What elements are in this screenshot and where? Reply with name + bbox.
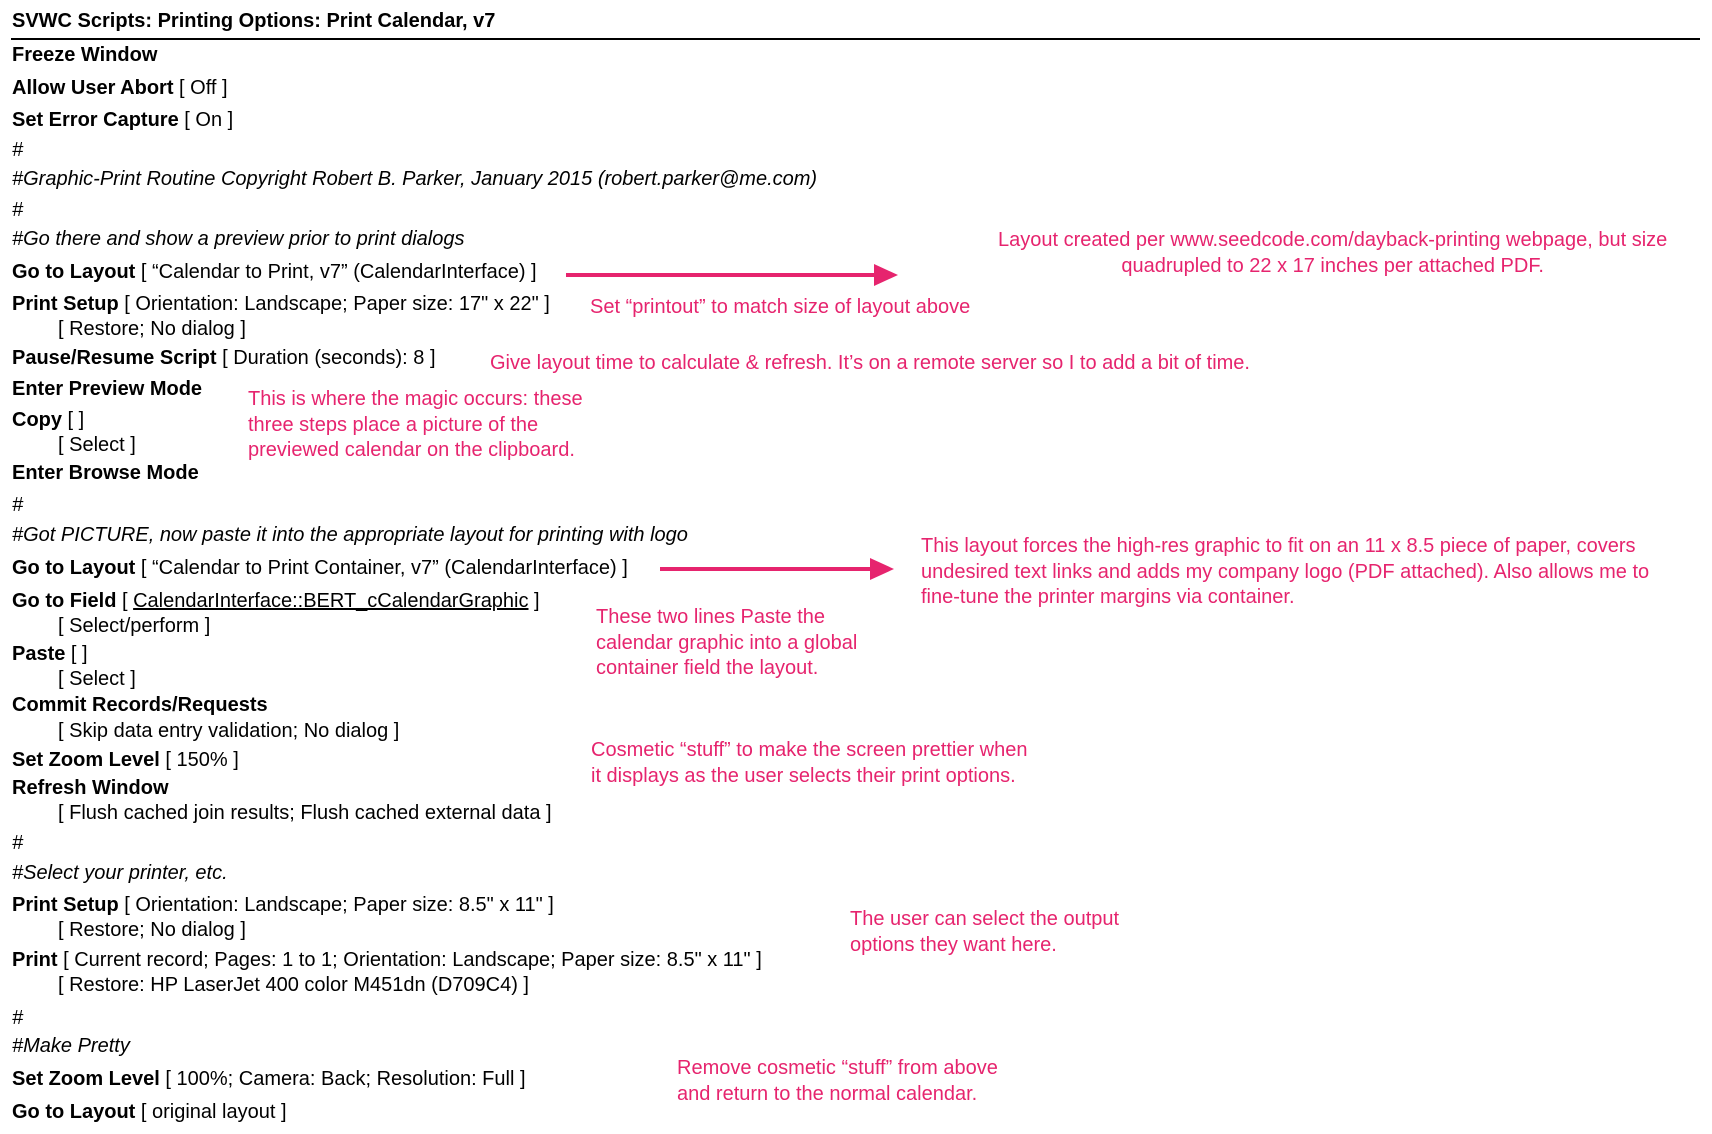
annotation-line: options they want here. [850,933,1057,956]
step-name: Allow User Abort [12,77,174,99]
script-comment: # [12,199,24,221]
script-step [12,291,550,317]
step-options: [ Restore; No dialog ] [58,919,246,941]
step-parameters: [ 100%; Camera: Back; Resolution: Full ] [159,1068,526,1090]
page-title: SVWC Scripts: Printing Options: Print Calendar, v7 [12,10,496,32]
annotation-paste [596,605,857,682]
annotation-line: Give layout time to calculate & refresh. It’s on a remote server so I to add a bit of time. [490,352,1250,374]
arrow-right-icon [660,558,894,580]
annotation-line: undesired text links and adds my company logo (PDF attached). Also allows me to [921,560,1650,583]
script-step [12,42,157,68]
script-step [12,892,554,918]
step-options: [ Select ] [58,434,136,456]
script-step [12,641,88,667]
annotation-line: Layout created per www.seedcode.com/dayback-printing webpage, but size [998,229,1668,251]
step-name: Go to Layout [12,261,136,283]
script-step [12,555,628,581]
field-reference: CalendarInterface::BERT_cCalendarGraphic [133,590,529,612]
step-parameters: [ 150% ] [159,749,239,771]
step-options: [ Select/perform ] [58,615,211,637]
script-step [12,75,228,101]
annotation-pause [490,351,1250,377]
script-comment: #Got PICTURE, now paste it into the appropriate layout for printing with logo [12,524,688,546]
script-step [12,775,169,801]
step-name: Copy [12,409,62,431]
step-name: Enter Preview Mode [12,378,203,400]
script-comment: # [12,832,24,854]
step-parameters: [ [116,590,134,612]
annotation-magic [248,387,583,464]
annotation-line: calendar graphic into a global [596,631,858,654]
title-divider [11,38,1700,40]
script-step [12,407,84,433]
script-step [12,1066,526,1092]
script-comment: #Graphic-Print Routine Copyright Robert B. Parker, January 2015 (robert.parker@me.com) [12,168,818,190]
step-name: Enter Browse Mode [12,462,199,484]
script-step [12,460,199,486]
step-parameters: [ Current record; Pages: 1 to 1; Orientation: Landscape; Paper size: 8.5" x 11" ] [57,949,762,971]
annotation-line: previewed calendar on the clipboard. [248,439,575,461]
script-step [12,692,268,718]
annotation-line: it displays as the user selects their print options. [591,764,1016,787]
step-name: Set Zoom Level [12,749,160,771]
script-step [12,747,239,773]
annotation-line: quadrupled to 22 x 17 inches per attached PDF. [1121,254,1544,277]
annotation-remove-cosmetic [677,1056,998,1107]
step-parameters: [ ] [62,409,85,431]
annotation-line: Cosmetic “stuff” to make the screen prettier when [591,739,1028,761]
step-name: Set Error Capture [12,109,179,131]
step-parameters: [ On ] [178,109,234,131]
step-parameters: [ Duration (seconds): 8 ] [216,347,436,369]
step-parameters: [ Off ] [173,77,228,99]
step-options: [ Select ] [58,668,136,690]
annotation-output-options [850,907,1119,958]
step-name: Go to Layout [12,1101,136,1123]
step-name: Set Zoom Level [12,1068,160,1090]
script-comment: # [12,139,24,161]
annotation-line: fine-tune the printer margins via container. [921,586,1295,608]
step-parameters: [ Orientation: Landscape; Paper size: 8.5" x 11" ] [118,894,554,916]
script-step [12,345,436,371]
step-options: [ Skip data entry validation; No dialog ] [58,720,400,742]
step-name: Commit Records/Requests [12,694,268,716]
step-name: Refresh Window [12,777,169,799]
script-comment: #Select your printer, etc. [12,862,228,884]
script-comment: #Go there and show a preview prior to print dialogs [12,228,465,250]
step-name: Go to Field [12,590,117,612]
script-comment: #Make Pretty [12,1035,130,1057]
step-name: Go to Layout [12,557,136,579]
annotation-line: and return to the normal calendar. [677,1082,978,1105]
annotation-line: This is where the magic occurs: these [248,388,583,410]
step-options: [ Restore; No dialog ] [58,318,246,340]
annotation-container-layout [921,534,1649,611]
step-name: Print [12,949,58,971]
script-step [12,376,202,402]
step-parameters: [ original layout ] [135,1101,287,1123]
step-parameters: [ “Calendar to Print, v7” (CalendarInterface) ] [135,261,537,283]
step-parameters: [ Orientation: Landscape; Paper size: 17" x 22" ] [118,293,550,315]
step-parameters: [ “Calendar to Print Container, v7” (CalendarInterface) ] [135,557,628,579]
script-comment: # [12,494,24,516]
step-parameters: ] [528,590,540,612]
annotation-line: The user can select the output [850,908,1120,930]
annotation-printout-size [590,295,970,321]
script-step [12,1099,287,1125]
step-name: Print Setup [12,894,119,916]
step-name: Pause/Resume Script [12,347,217,369]
script-comment: # [12,1007,24,1029]
step-options: [ Flush cached join results; Flush cached external data ] [58,802,552,824]
arrow-right-icon [566,264,898,286]
annotation-line: These two lines Paste the [596,606,826,628]
annotation-cosmetic [591,738,1027,789]
annotation-line: three steps place a picture of the [248,413,539,436]
script-step [12,947,762,973]
step-name: Print Setup [12,293,119,315]
annotation-line: This layout forces the high-res graphic to fit on an 11 x 8.5 piece of paper, covers [921,535,1636,557]
script-step [12,107,233,133]
annotation-layout-created [998,228,1667,279]
step-parameters: [ ] [65,643,88,665]
script-step [12,588,540,614]
annotation-line: Set “printout” to match size of layout above [590,296,971,318]
step-name: Paste [12,643,66,665]
annotation-line: Remove cosmetic “stuff” from above [677,1057,998,1079]
script-step [12,259,537,285]
step-name: Freeze Window [12,44,158,66]
step-options: [ Restore: HP LaserJet 400 color M451dn (D709C4) ] [58,974,529,996]
annotation-line: container field the layout. [596,657,819,679]
